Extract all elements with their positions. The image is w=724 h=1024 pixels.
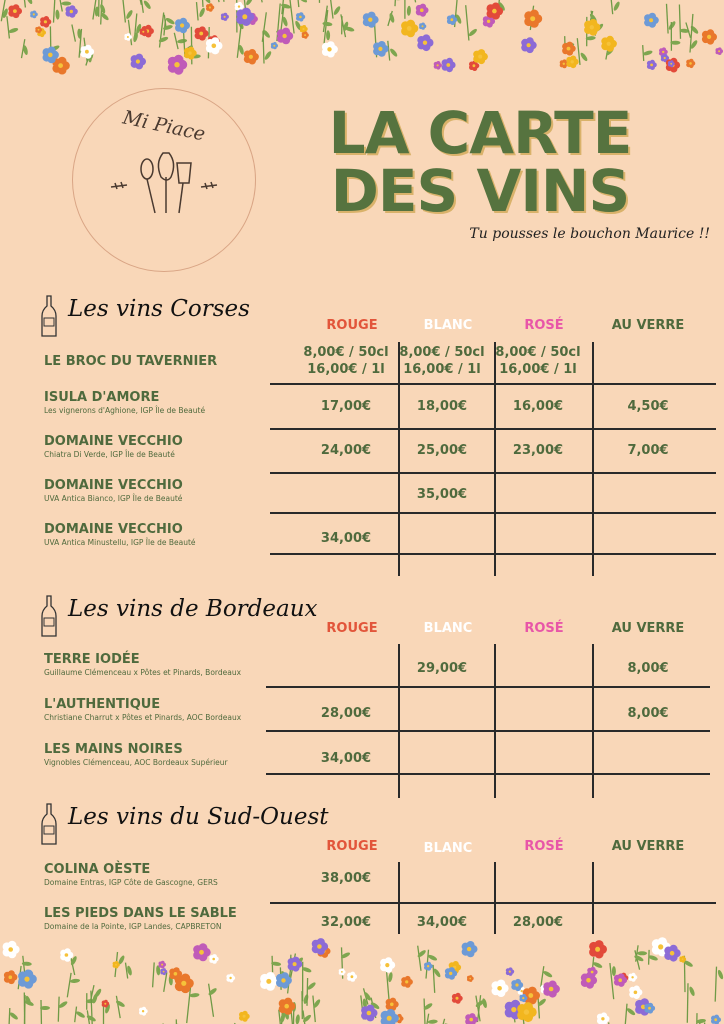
menu-title: [300, 99, 660, 225]
price-blanc: 18,00€: [416, 399, 468, 414]
price-rose: 28,00€: [512, 915, 564, 930]
price-rouge: 28,00€: [320, 706, 372, 721]
price-rouge: 24,00€: [320, 443, 372, 458]
wine-producer: Guillaume Clémenceau x Pôtes et Pinards, Bordeaux: [44, 668, 242, 677]
column-header-verre: AU VERRE: [611, 318, 685, 333]
restaurant-logo: [72, 88, 256, 272]
price-rose: 23,00€: [512, 443, 564, 458]
table-row-divider: [266, 686, 710, 688]
wine-name: COLINA OÈSTE: [44, 862, 151, 877]
table-row-divider: [270, 383, 716, 385]
table-column-divider: [592, 862, 594, 934]
kitchen-utensils-icon: [103, 147, 225, 227]
table-row-divider: [270, 472, 716, 474]
section-title: Les vins du Sud-Ouest: [68, 804, 329, 830]
table-row-divider: [270, 553, 716, 555]
section-title: Les vins de Bordeaux: [68, 596, 318, 622]
wine-bottle-icon: [40, 294, 58, 342]
tagline: Tu pousses le bouchon Maurice !!: [469, 226, 710, 242]
table-column-divider: [398, 862, 400, 934]
wine-producer: Chiatra Di Verde, IGP Île de Beauté: [44, 450, 175, 459]
column-header-rose: ROSÉ: [524, 318, 564, 333]
table-column-divider: [592, 644, 594, 798]
price-rouge: 34,00€: [320, 751, 372, 766]
floral-border-bottom: [0, 936, 724, 1024]
wine-name: DOMAINE VECCHIO: [44, 478, 183, 493]
wine-name: LES PIEDS DANS LE SABLE: [44, 906, 237, 921]
wine-producer: Christiane Charrut x Pôtes et Pinards, AOC Bordeaux: [44, 713, 242, 722]
table-row-divider: [266, 730, 710, 732]
table-column-divider: [494, 644, 496, 798]
wine-producer: UVA Antica Bianco, IGP Île de Beauté: [44, 494, 183, 503]
table-column-divider: [494, 342, 496, 576]
wine-name: LE BROC DU TAVERNIER: [44, 354, 218, 369]
wine-name: DOMAINE VECCHIO: [44, 522, 183, 537]
floral-border-top: [0, 0, 724, 78]
table-row-divider: [270, 512, 716, 514]
price-blanc: 35,00€: [416, 487, 468, 502]
price-rouge: 38,00€: [320, 871, 372, 886]
wine-name: LES MAINS NOIRES: [44, 742, 183, 757]
column-header-rose: ROSÉ: [524, 621, 564, 636]
table-row-divider: [270, 428, 716, 430]
column-header-rouge: ROUGE: [326, 318, 378, 333]
wine-producer: Domaine de la Pointe, IGP Landes, CAPBRETON: [44, 922, 222, 931]
table-row-divider: [266, 773, 710, 775]
section-title: Les vins Corses: [68, 296, 250, 322]
wine-name: DOMAINE VECCHIO: [44, 434, 183, 449]
wine-name: ISULA D'AMORE: [44, 390, 160, 405]
table-row-divider: [270, 902, 716, 904]
price-rouge: 34,00€: [320, 531, 372, 546]
price-rouge: 32,00€: [320, 915, 372, 930]
column-header-rouge: ROUGE: [326, 621, 378, 636]
wine-producer: Les vignerons d'Aghione, IGP Île de Beauté: [44, 406, 206, 415]
column-header-verre: AU VERRE: [611, 621, 685, 636]
logo-text: Mi Piace: [120, 106, 208, 146]
price-verre: 4,50€: [627, 399, 669, 414]
price-rouge: 17,00€: [320, 399, 372, 414]
column-header-rouge: ROUGE: [326, 839, 378, 854]
column-header-blanc: BLANC: [423, 318, 473, 333]
price-verre: 7,00€: [627, 443, 669, 458]
column-header-rose: ROSÉ: [524, 839, 564, 854]
column-header-blanc: BLANC: [423, 841, 473, 856]
wine-name: L'AUTHENTIQUE: [44, 697, 161, 712]
wine-producer: Vignobles Clémenceau, AOC Bordeaux Supérieur: [44, 758, 228, 767]
price-verre: 8,00€: [627, 661, 669, 676]
table-column-divider: [494, 862, 496, 934]
price-rouge: 8,00€ / 50cl 16,00€ / 1l: [303, 345, 389, 377]
wine-producer: UVA Antica Minustellu, IGP Île de Beauté: [44, 538, 196, 547]
price-rose: 16,00€: [512, 399, 564, 414]
table-column-divider: [398, 644, 400, 798]
wine-name: TERRE IODÉE: [44, 652, 140, 667]
title-line-2: DES VINS: [330, 157, 630, 225]
column-header-verre: AU VERRE: [611, 839, 685, 854]
price-blanc: 25,00€: [416, 443, 468, 458]
wine-bottle-icon: [40, 594, 58, 642]
price-blanc: 29,00€: [416, 661, 468, 676]
price-blanc: 8,00€ / 50cl 16,00€ / 1l: [399, 345, 485, 377]
price-verre: 8,00€: [627, 706, 669, 721]
wine-producer: Domaine Entras, IGP Côte de Gascogne, GERS: [44, 878, 218, 887]
table-column-divider: [398, 342, 400, 576]
price-blanc: 34,00€: [416, 915, 468, 930]
wine-bottle-icon: [40, 802, 58, 850]
price-rose: 8,00€ / 50cl 16,00€ / 1l: [495, 345, 581, 377]
column-header-blanc: BLANC: [423, 621, 473, 636]
table-column-divider: [592, 342, 594, 576]
title-line-1: LA CARTE: [328, 99, 632, 167]
